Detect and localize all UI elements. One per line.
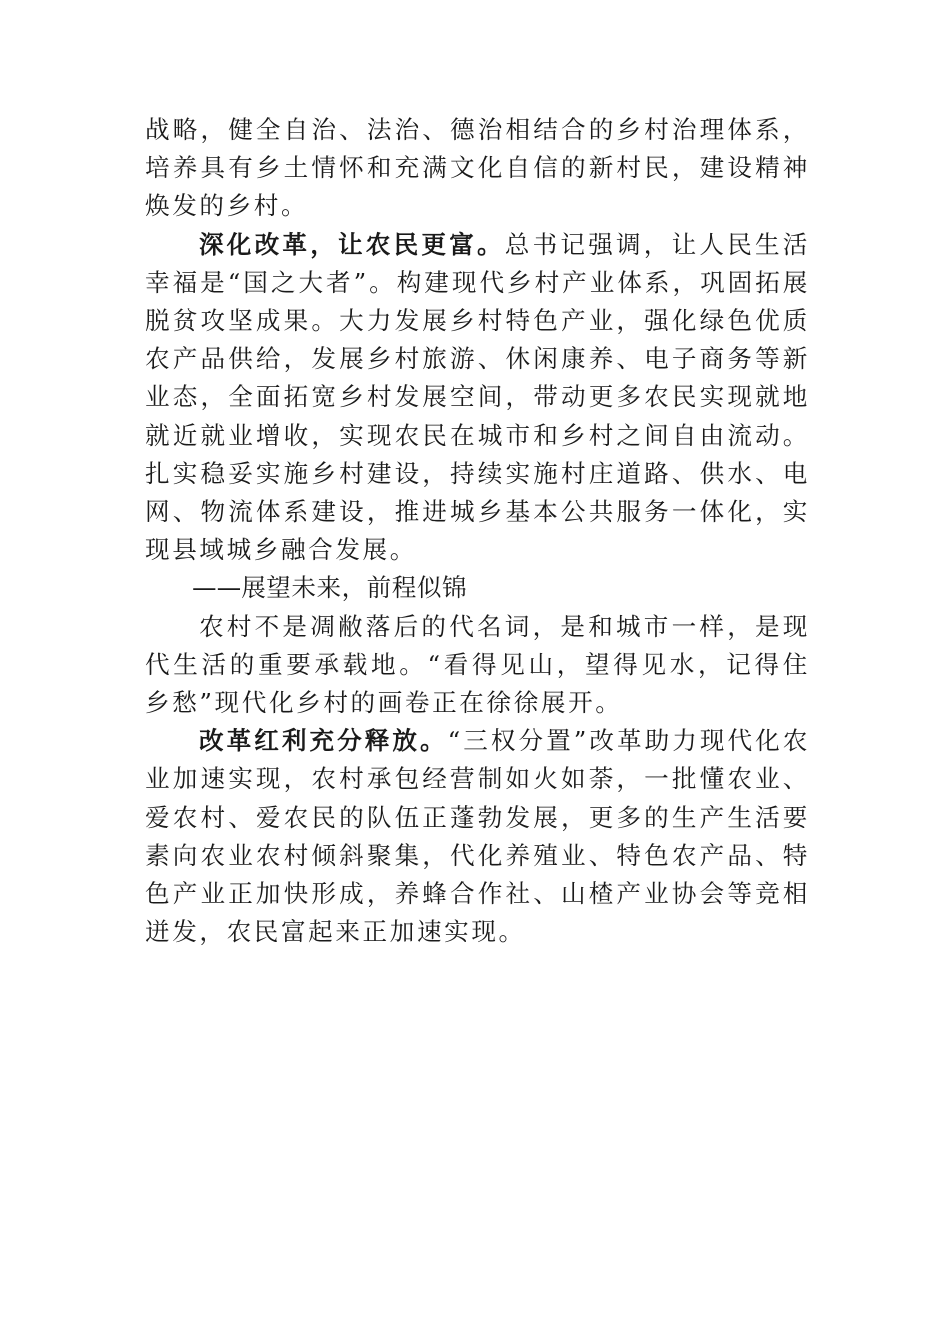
paragraph-lead: 深化改革，让农民更富。 (199, 229, 505, 259)
paragraph-lead: 改革红利充分释放。 (199, 726, 448, 756)
paragraph-rural-life (145, 608, 810, 723)
paragraph-text: 总书记强调，让人民生活幸福是“国之大者”。构建现代乡村产业体系，巩固拓展脱贫攻坚成果。大力发展乡村特色产业，强化绿色优质农产品供给，发展乡村旅游、休闲康养、电子商务等新业态，全面拓宽乡村发展空间，带动更多农民实现就地就近就业增收，实现农民在城市和乡村之间自由流动。扎实稳妥实施乡村建设，持续实施村庄道路、供水、电网、物流体系建设，推进城乡基本公共服务一体化，实现县域城乡融合发展。 (145, 229, 810, 565)
paragraph-reform-dividends (145, 722, 810, 951)
paragraph-continuation (145, 111, 810, 226)
section-subheading (145, 569, 810, 607)
document-page (145, 111, 810, 951)
paragraph-text: 战略，健全自治、法治、德治相结合的乡村治理体系，培养具有乡土情怀和充满文化自信的新村民，建设精神焕发的乡村。 (145, 115, 810, 221)
paragraph-deepen-reform (145, 226, 810, 570)
paragraph-text: 农村不是凋敝落后的代名词，是和城市一样，是现代生活的重要承载地。“看得见山，望得见水，记得住乡愁”现代化乡村的画卷正在徐徐展开。 (145, 611, 810, 718)
subheading-dash: —— (192, 573, 242, 603)
paragraph-text: “三权分置”改革助力现代化农业加速实现，农村承包经营制如火如荼，一批懂农业、爱农村、爱农民的队伍正蓬勃发展，更多的生产生活要素向农业农村倾斜聚集，代化养殖业、特色农产品、特色产业正加快形成，养蜂合作社、山楂产业协会等竞相迸发，农民富起来正加速实现。 (145, 726, 810, 947)
subheading-text: 展望未来，前程似锦 (241, 573, 468, 603)
